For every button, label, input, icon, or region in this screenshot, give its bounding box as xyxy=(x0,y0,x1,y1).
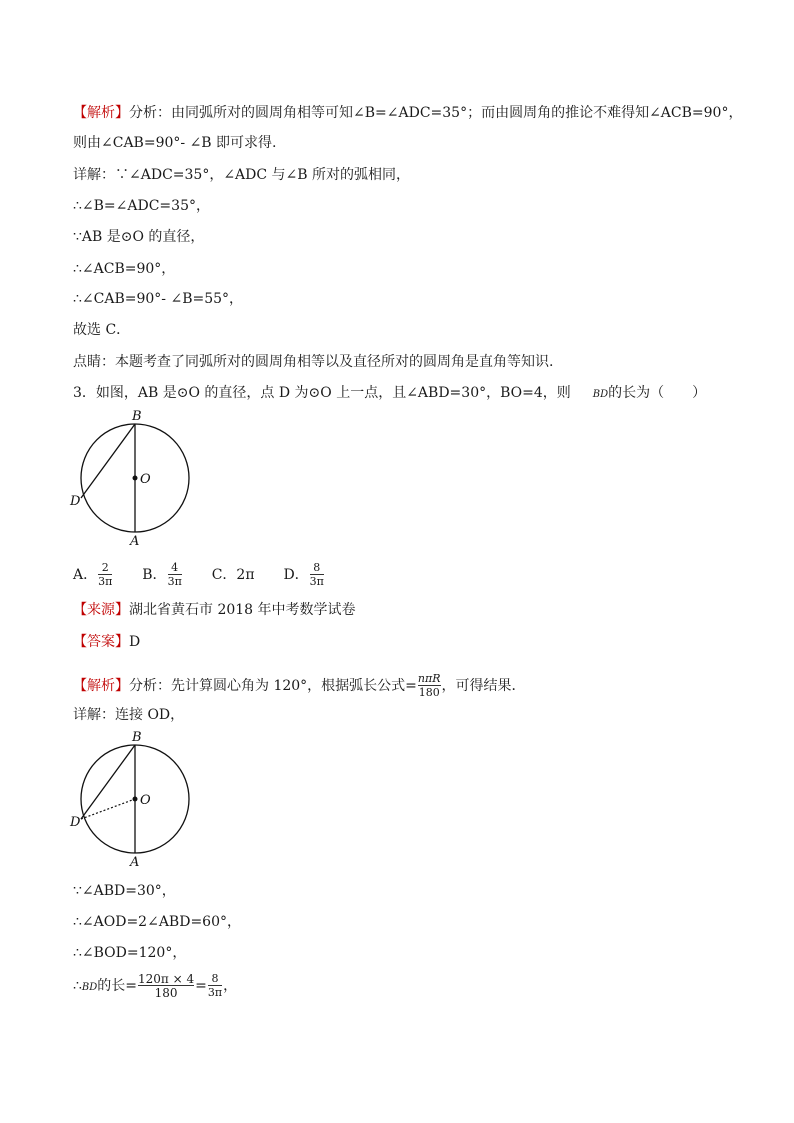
option-d[interactable]: D． $\frac{8}{3\pi}$ xyxy=(283,561,324,588)
label-d: D xyxy=(70,494,81,509)
sol1-line-8: 故选 C． xyxy=(73,322,131,338)
sol1-line-3: 详解：∵∠ADC=35°，∠ADC 与∠B 所对的弧相同， xyxy=(73,167,411,183)
sol1-line-1 xyxy=(73,104,742,122)
sol3-line-2: 详解：连接 OD， xyxy=(73,707,185,723)
label-a-2: A xyxy=(130,855,140,870)
arc-length-formula: $\frac{\text{nπR}}{180}$ xyxy=(417,672,441,699)
option-a-fraction: $\frac{2}{3\pi}$ xyxy=(98,561,113,588)
q3-stem-text: 3．如图，AB 是⊙O 的直径，点 D 为⊙O 上一点，且∠ABD=30°，BO=4，则 xyxy=(73,385,571,401)
analysis-tag-2: 【解析】 xyxy=(73,678,129,694)
q3-arc-bd: BD xyxy=(592,389,609,400)
label-d-2: D xyxy=(70,815,81,830)
sol1-line-9: 点睛：本题考查了同弧所对的圆周角相等以及直径所对的圆周角是直角等知识. xyxy=(73,354,554,370)
circle-figure-2 xyxy=(66,726,206,871)
label-b-2: B xyxy=(132,730,142,745)
answer-line xyxy=(73,633,140,651)
option-c[interactable]: C．2π xyxy=(211,567,255,583)
sol3-line-1: 【解析】分析：先计算圆心角为 120°，根据弧长公式= $\frac{\text{nπR}}{180}$ ，可得结果． xyxy=(73,672,526,699)
option-b-fraction: $\frac{4}{3\pi}$ xyxy=(167,561,182,588)
sol3-step-4: ∴BD的长= $\frac{120\pi \times 4}{180}$ = $\frac{8}{3\pi}$ ， xyxy=(73,972,238,1000)
question-3-stem xyxy=(73,384,706,404)
label-a: A xyxy=(130,534,140,549)
option-d-fraction: $\frac{8}{3\pi}$ xyxy=(309,561,324,588)
source-line xyxy=(73,601,356,619)
analysis-tag: 【解析】 xyxy=(73,105,129,121)
sol1-text-1: 分析：由同弧所对的圆周角相等可知∠B=∠ADC=35°；而由圆周角的推论不难得知∠ACB=90°， xyxy=(129,105,743,121)
circle-figure-1 xyxy=(66,405,206,550)
source-text: 湖北省黄石市 2018 年中考数学试卷 xyxy=(129,602,356,618)
sol1-line-5: ∵AB 是⊙O 的直径， xyxy=(73,229,205,245)
arc-bd-label: BD xyxy=(81,982,98,993)
label-o: O xyxy=(140,472,151,487)
answer-text: D xyxy=(129,634,141,650)
q3-options xyxy=(73,560,325,590)
sol1-line-4: ∴∠B=∠ADC=35°， xyxy=(73,198,210,214)
calc-fraction: $\frac{120\pi \times 4}{180}$ xyxy=(138,972,195,1000)
option-a[interactable]: A． $\frac{2}{3\pi}$ xyxy=(73,561,113,588)
sol1-line-7: ∴∠CAB=90°- ∠B=55°， xyxy=(73,291,244,307)
option-b[interactable]: B． $\frac{4}{3\pi}$ xyxy=(142,561,182,588)
label-b: B xyxy=(132,409,142,424)
answer-tag: 【答案】 xyxy=(73,634,129,650)
result-fraction: $\frac{8}{3\pi}$ xyxy=(207,972,223,999)
sol3-step-1: ∵∠ABD=30°， xyxy=(73,883,176,899)
sol1-line-2: 则由∠CAB=90°- ∠B 即可求得. xyxy=(73,135,277,151)
sol3-step-3: ∴∠BOD=120°， xyxy=(73,945,187,961)
label-o-2: O xyxy=(140,793,151,808)
sol1-line-6: ∴∠ACB=90°， xyxy=(73,261,176,277)
sol3-step-2: ∴∠AOD=2∠ABD=60°， xyxy=(73,914,241,930)
source-tag: 【来源】 xyxy=(73,602,129,618)
q3-stem-end: 的长为（ ） xyxy=(608,385,707,401)
